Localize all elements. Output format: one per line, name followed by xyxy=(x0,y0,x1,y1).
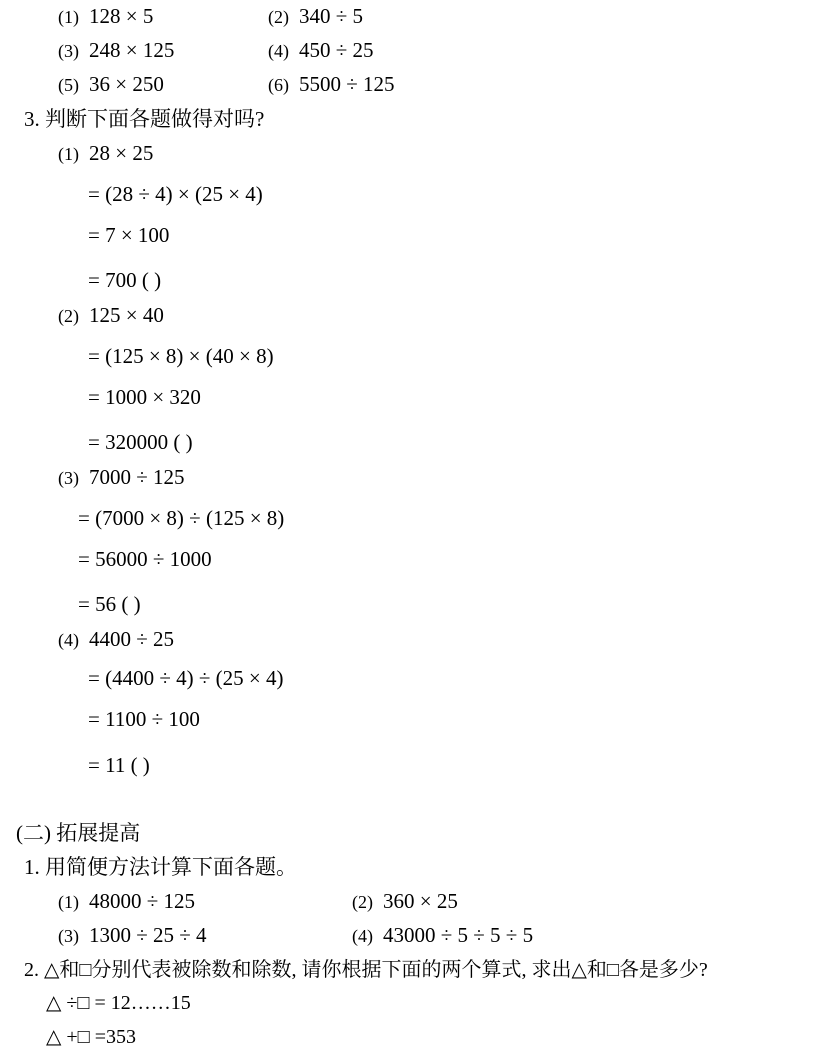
s2-q1-item-1: (1) 48000 ÷ 125 xyxy=(58,889,196,913)
s2-q1-title: 1. 用简便方法计算下面各题。 xyxy=(24,855,297,879)
q3-item-3-step-1: = (7000 × 8) ÷ (125 × 8) xyxy=(78,506,285,530)
item-6: (6) 5500 ÷ 125 xyxy=(268,72,395,96)
q3-item-2-step-1: = (125 × 8) × (40 × 8) xyxy=(88,344,274,368)
s2-q2-equation-2: △ +□ =353 xyxy=(46,1026,137,1048)
q3-item-1-step-2: = 7 × 100 xyxy=(88,223,170,247)
q3-title: 3. 判断下面各题做得对吗? xyxy=(24,107,265,131)
q3-item-2-answer: = 320000 ( ) xyxy=(88,430,193,454)
q3-item-1: (1) 28 × 25 xyxy=(58,141,154,165)
item-3: (3) 248 × 125 xyxy=(58,38,175,62)
q3-item-3-step-2: = 56000 ÷ 1000 xyxy=(78,547,212,571)
item-5: (5) 36 × 250 xyxy=(58,72,164,96)
q3-item-3: (3) 7000 ÷ 125 xyxy=(58,465,185,489)
q3-item-3-answer: = 56 ( ) xyxy=(78,592,141,616)
q3-item-2: (2) 125 × 40 xyxy=(58,303,164,327)
s2-q1-item-3: (3) 1300 ÷ 25 ÷ 4 xyxy=(58,923,207,947)
section-2-title: (二) 拓展提高 xyxy=(16,821,141,845)
q3-item-4-step-2: = 1100 ÷ 100 xyxy=(88,707,200,731)
item-4: (4) 450 ÷ 25 xyxy=(268,38,374,62)
item-2: (2) 340 ÷ 5 xyxy=(268,4,364,28)
s2-q2-title: 2. △和□分别代表被除数和除数, 请你根据下面的两个算式, 求出△和□各是多少? xyxy=(24,959,708,981)
item-1: (1) 128 × 5 xyxy=(58,4,154,28)
q3-item-2-step-2: = 1000 × 320 xyxy=(88,385,201,409)
q3-item-1-step-1: = (28 ÷ 4) × (25 × 4) xyxy=(88,182,263,206)
q3-item-4-step-1: = (4400 ÷ 4) ÷ (25 × 4) xyxy=(88,666,284,690)
s2-q1-item-4: (4) 43000 ÷ 5 ÷ 5 ÷ 5 xyxy=(352,923,534,947)
q3-item-4: (4) 4400 ÷ 25 xyxy=(58,627,175,651)
q3-item-1-answer: = 700 ( ) xyxy=(88,268,162,292)
s2-q1-item-2: (2) 360 × 25 xyxy=(352,889,458,913)
s2-q2-equation-1: △ ÷□ = 12……15 xyxy=(46,992,191,1014)
q3-item-4-answer: = 11 ( ) xyxy=(88,753,150,777)
